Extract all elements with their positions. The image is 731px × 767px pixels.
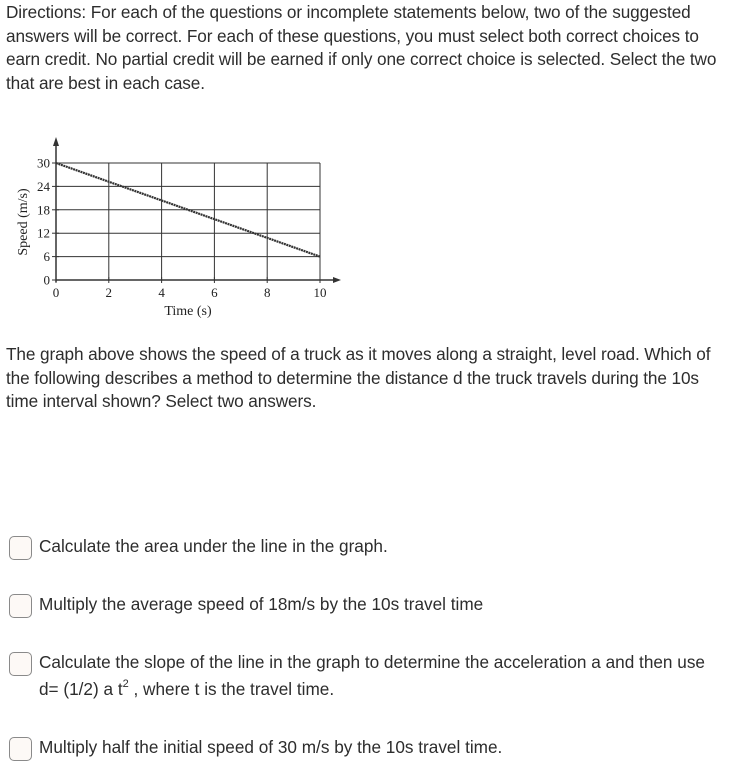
y-tick-label: 6 — [43, 249, 50, 265]
x-axis-label: Time (s) — [164, 304, 212, 319]
option-4-label[interactable]: Multiply half the initial speed of 30 m/s by the 10s travel time. — [39, 737, 503, 757]
y-tick-label: 18 — [37, 202, 50, 218]
option-4[interactable] — [9, 737, 724, 761]
option-1-checkbox[interactable] — [9, 536, 32, 560]
option-2-checkbox[interactable] — [9, 594, 32, 618]
x-tick-label: 4 — [158, 285, 165, 300]
option-3[interactable] — [9, 652, 724, 703]
x-tick-label: 0 — [52, 285, 60, 300]
y-tick-label: 24 — [37, 178, 50, 194]
x-tick-label: 8 — [263, 285, 271, 300]
option-2-label[interactable]: Multiply the average speed of 18m/s by the 10s travel time — [39, 594, 484, 614]
x-tick-label: 2 — [105, 285, 113, 300]
x-tick-label: 10 — [313, 285, 327, 300]
option-3-label[interactable]: Calculate the slope of the line in the graph to determine the acceleration a and then use d= (1/2) a $t^2$ , where t is the travel time. — [39, 652, 705, 699]
graph-svg — [0, 130, 360, 330]
y-tick-label: 30 — [37, 155, 50, 171]
x-tick-label: 6 — [211, 285, 218, 300]
option-1-label[interactable]: Calculate the area under the line in the graph. — [39, 536, 388, 556]
y-tick-label: 0 — [43, 272, 50, 288]
superscript-exponent: 2 — [122, 678, 129, 690]
graph-grid — [56, 163, 320, 280]
option-2[interactable] — [9, 594, 724, 618]
option-1[interactable] — [9, 536, 724, 560]
speed-time-graph — [0, 130, 360, 330]
option-3-checkbox[interactable] — [9, 652, 32, 676]
y-axis-label: Speed (m/s) — [16, 188, 31, 256]
graph-tick-labels — [37, 156, 327, 301]
y-tick-label: 12 — [37, 225, 50, 241]
directions-text: Directions: For each of the questions or incomplete statements below, two of the suggested answers will be correct. For each of these questions, you must select both correct choices to earn credit. No partial credit will be earned if only one correct choice is selected. Select the two that are best in each case. — [6, 2, 717, 93]
option-4-checkbox[interactable] — [9, 737, 32, 761]
question-text: The graph above shows the speed of a truck as it moves along a straight, level road. Which of the following describes a method to determine the distance d the truck travels during the 10s time interval shown? Select two answers. — [6, 344, 711, 411]
